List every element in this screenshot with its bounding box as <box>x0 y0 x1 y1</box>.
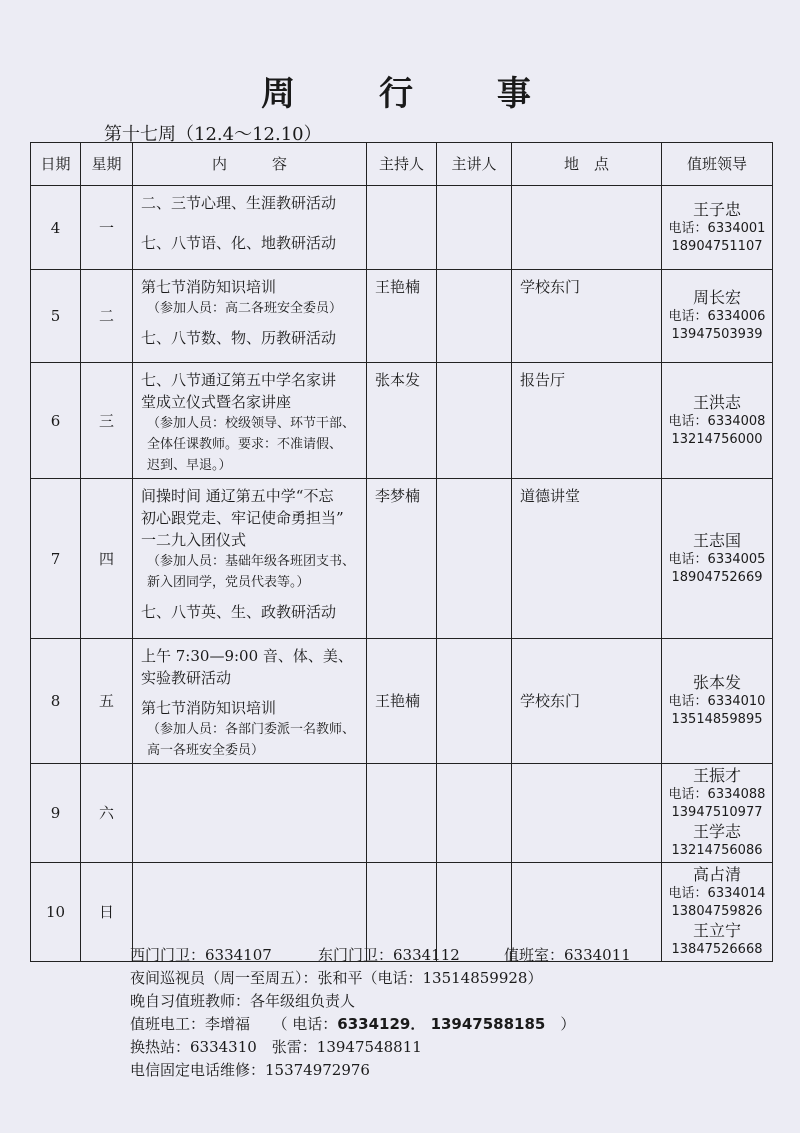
telecom-repair: 电信固定电话维修：15374972976 <box>130 1061 370 1079</box>
content-line: 堂成立仪式暨名家讲座 <box>141 393 292 411</box>
row-speaker <box>437 186 512 270</box>
leader-mobile: 13947510977 <box>671 805 763 820</box>
leader-phone: 电话：6334005 <box>668 551 766 567</box>
row-host: 李梦楠 <box>367 479 437 639</box>
row-speaker <box>437 479 512 639</box>
header-content: 内 容 <box>133 143 367 186</box>
row-place: 报告厅 <box>512 363 662 479</box>
electrician-phones: 6334129． 13947588185 <box>337 1015 546 1033</box>
content-note: 迟到、早退。） <box>147 458 232 473</box>
row-leader <box>662 863 773 962</box>
content-line: 上午 7:30—9:00 音、体、美、 <box>141 647 353 665</box>
row-speaker <box>437 639 512 764</box>
content-line: 七、八节数、物、历教研活动 <box>141 329 337 347</box>
east-gate: 东门门卫：6334112 <box>318 946 460 964</box>
footer-gates <box>130 944 631 967</box>
week-label: 第十七周（12.4～12.10） <box>104 124 322 145</box>
header-leader: 值班领导 <box>662 143 773 186</box>
header-day: 星期 <box>81 143 133 186</box>
leader-mobile: 18904752669 <box>671 569 763 585</box>
content-note: （参加人员：校级领导、环节干部、 <box>147 416 356 431</box>
leader-phone: 电话：6334001 <box>668 220 766 236</box>
row-content <box>133 639 367 764</box>
row-leader <box>662 363 773 479</box>
evening-teacher: 晚自习值班教师：各年级组负责人 <box>130 992 356 1010</box>
table-row <box>31 186 773 270</box>
row-date: 5 <box>31 270 81 363</box>
header-host: 主持人 <box>367 143 437 186</box>
row-place <box>512 764 662 863</box>
row-date: 6 <box>31 363 81 479</box>
electrician <box>130 1013 631 1036</box>
leader-name: 王志国 <box>692 530 741 550</box>
row-speaker <box>437 764 512 863</box>
content-line: 七、八节通辽第五中学名家讲 <box>141 371 337 389</box>
heating-station: 换热站：6334310 张雷：13947548811 <box>130 1038 422 1056</box>
row-content <box>133 270 367 363</box>
row-place <box>512 639 662 764</box>
row-leader <box>662 479 773 639</box>
leader-mobile: 13514859895 <box>671 712 763 727</box>
content-line: 第七节消防知识培训 <box>141 278 277 296</box>
content-line: 七、八节语、化、地教研活动 <box>141 234 337 252</box>
row-day: 五 <box>81 639 133 764</box>
row-host: 王艳楠 <box>367 270 437 363</box>
row-content <box>133 363 367 479</box>
row-content <box>133 186 367 270</box>
leader-phone: 电话：6334008 <box>668 413 766 429</box>
row-day: 四 <box>81 479 133 639</box>
content-note: 新入团同学，党员代表等。） <box>147 575 310 590</box>
row-day: 日 <box>81 863 133 962</box>
table-header-row <box>31 143 773 186</box>
leader-name: 王学志 <box>692 822 741 841</box>
row-day: 二 <box>81 270 133 363</box>
row-place <box>512 186 662 270</box>
leader-mobile: 18904751107 <box>671 238 763 254</box>
night-patrol: 夜间巡视员（周一至周五）：张和平（电话：13514859928） <box>130 969 543 987</box>
row-leader <box>662 639 773 764</box>
leader-name: 王子忠 <box>692 199 741 219</box>
row-leader <box>662 764 773 863</box>
row-date: 10 <box>31 863 81 962</box>
table-row <box>31 270 773 363</box>
row-date: 4 <box>31 186 81 270</box>
content-line: 二、三节心理、生涯教研活动 <box>141 194 337 212</box>
content-note: （参加人员：各部门委派一名教师、 <box>147 722 356 737</box>
row-date: 7 <box>31 479 81 639</box>
content-line: 实验教研活动 <box>141 669 232 687</box>
row-leader <box>662 270 773 363</box>
leader-name: 周长宏 <box>692 288 741 307</box>
content-line: 初心跟党走、牢记使命勇担当” <box>141 509 344 527</box>
leader-mobile: 13947503939 <box>671 327 763 342</box>
leader-phone: 电话：6334088 <box>668 787 766 802</box>
place-name: 学校东门 <box>520 692 581 710</box>
table-row <box>31 764 773 863</box>
header-speaker: 主讲人 <box>437 143 512 186</box>
row-host <box>367 639 437 764</box>
leader-mobile: 13847526668 <box>671 942 763 957</box>
content-line: 间操时间 通辽第五中学“不忘 <box>141 487 334 505</box>
electrician-end: ） <box>545 1015 576 1033</box>
content-note: （参加人员：基础年级各班团支书、 <box>147 554 356 569</box>
row-leader <box>662 186 773 270</box>
leader-name: 张本发 <box>692 673 741 692</box>
row-day: 六 <box>81 764 133 863</box>
footer-contacts <box>130 944 631 1082</box>
leader-phone: 电话：6334010 <box>668 694 766 709</box>
table-row <box>31 479 773 639</box>
schedule-table <box>30 142 773 962</box>
row-day: 三 <box>81 363 133 479</box>
row-host <box>367 764 437 863</box>
page-title: 周 行 事 <box>261 74 567 114</box>
leader-mobile: 13214756086 <box>671 843 763 858</box>
content-note: 全体任课教师。要求：不准请假、 <box>147 437 343 452</box>
content-line: 第七节消防知识培训 <box>141 699 277 717</box>
electrician-label: 值班电工：李增福 （ 电话： <box>130 1015 338 1033</box>
row-date: 8 <box>31 639 81 764</box>
leader-phone: 电话：6334006 <box>668 309 766 324</box>
row-place: 道德讲堂 <box>512 479 662 639</box>
row-speaker <box>437 270 512 363</box>
leader-name: 王振才 <box>692 766 741 785</box>
duty-room: 值班室：6334011 <box>504 946 631 964</box>
leader-mobile: 13214756000 <box>671 431 763 447</box>
leader-phone: 电话：6334014 <box>668 886 766 901</box>
table-row <box>31 363 773 479</box>
host-name: 王艳楠 <box>375 692 421 710</box>
row-date: 9 <box>31 764 81 863</box>
row-speaker <box>437 363 512 479</box>
row-content <box>133 479 367 639</box>
row-day: 一 <box>81 186 133 270</box>
leader-mobile: 13804759826 <box>671 904 763 919</box>
leader-name: 高占清 <box>692 865 741 884</box>
table-row <box>31 639 773 764</box>
header-place: 地 点 <box>512 143 662 186</box>
row-place: 学校东门 <box>512 270 662 363</box>
row-host: 张本发 <box>367 363 437 479</box>
west-gate: 西门门卫：6334107 <box>130 946 272 964</box>
content-line: 一二九入团仪式 <box>141 531 247 549</box>
leader-name: 王洪志 <box>692 392 741 412</box>
row-host <box>367 186 437 270</box>
content-note: （参加人员：高二各班安全委员） <box>147 301 343 316</box>
row-content <box>133 764 367 863</box>
leader-name: 王立宁 <box>692 921 741 940</box>
content-line: 七、八节英、生、政教研活动 <box>141 603 337 621</box>
content-note: 高一各班安全委员） <box>147 743 265 758</box>
header-date: 日期 <box>31 143 81 186</box>
